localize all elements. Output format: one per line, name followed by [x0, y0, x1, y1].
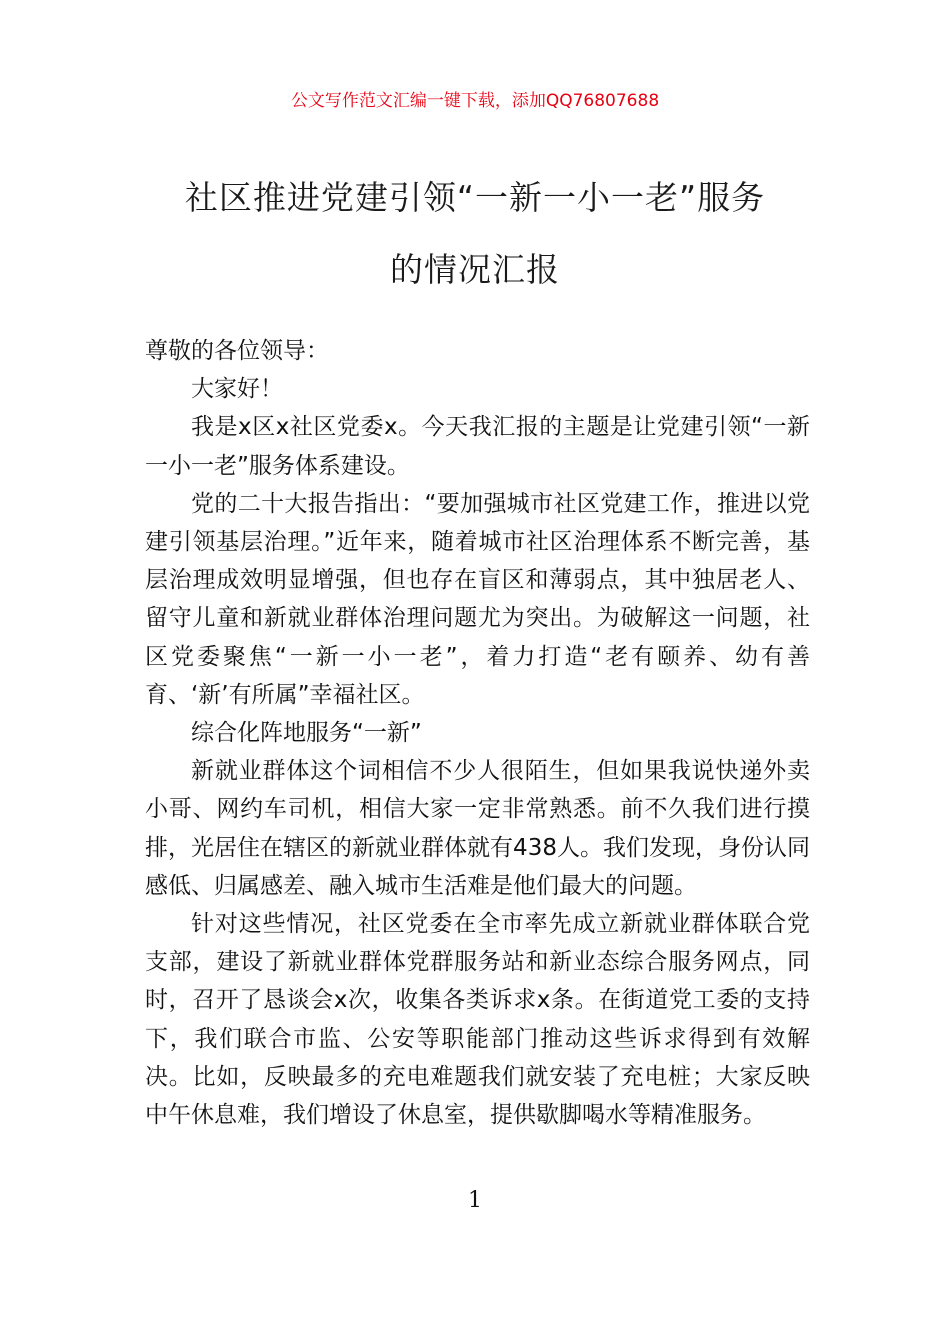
document-title-line2: 的情况汇报	[390, 250, 560, 289]
salutation: 尊敬的各位领导：	[145, 338, 329, 364]
promo-banner: 公文写作范文汇编一键下载，添加QQ76807688	[290, 91, 660, 111]
paragraph: 新就业群体这个词相信不少人很陌生，但如果我说快递外卖小哥、网约车司机，相信大家一定非常熟悉。前不久我们进行摸排，光居住在辖区的新就业群体就有438人。我们发现，身份认同感低、归属感差、融入城市生活难是他们最大的问题。	[145, 758, 810, 899]
paragraph: 针对这些情况，社区党委在全市率先成立新就业群体联合党支部，建设了新就业群体党群服务站和新业态综合服务网点，同时，召开了恳谈会x次，收集各类诉求x条。在街道党工委的支持下，我们联合市监、公安等职能部门推动这些诉求得到有效解决。比如，反映最多的充电难题我们就安装了充电桩；大家反映中午休息难，我们增设了休息室，提供歇脚喝水等精准服务。	[145, 911, 810, 1129]
page-number: 1	[468, 1188, 482, 1213]
document-title-line1: 社区推进党建引领“一新一小一老”服务	[184, 178, 766, 217]
section-heading: 综合化阵地服务“一新”	[191, 720, 422, 747]
paragraph: 党的二十大报告指出：“要加强城市社区党建工作，推进以党建引领基层治理。”近年来，随着城市社区治理体系不断完善，基层治理成效明显增强，但也存在盲区和薄弱点，其中独居老人、留守儿童和新就业群体治理问题尤为突出。为破解这一问题，社区党委聚焦“一新一小一老”，着力打造“老有颐养、幼有善育、‘新’有所属”幸福社区。	[145, 490, 810, 708]
paragraph: 我是x区x社区党委x。今天我汇报的主题是让党建引领“一新一小一老”服务体系建设。	[145, 414, 810, 479]
paragraph: 大家好！	[191, 376, 283, 403]
document-body	[145, 332, 810, 1134]
